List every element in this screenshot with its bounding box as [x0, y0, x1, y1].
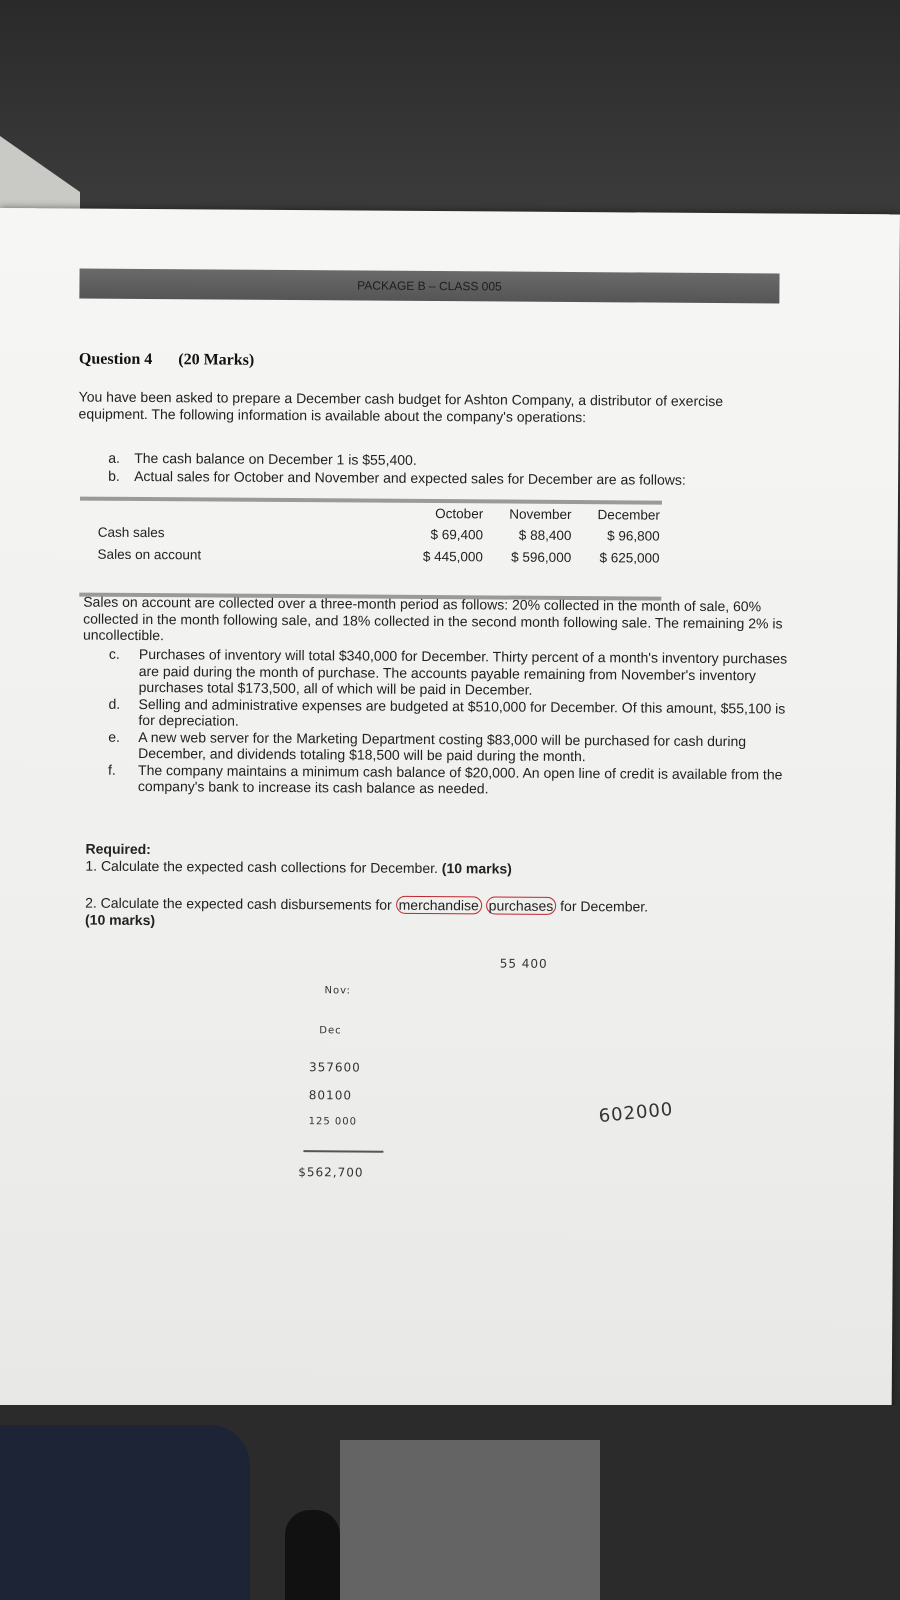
required-marks-2: (10 marks) [84, 911, 156, 929]
row-label: Sales on account [97, 546, 202, 562]
required-section [85, 841, 786, 934]
column-header: November [509, 506, 572, 522]
item-letter: f. [108, 761, 116, 778]
column-header: December [597, 506, 660, 523]
item-text: Purchases of inventory will total $340,000 for December. Thirty percent of a month's inventory purchases are paid during the month of purchase. The accounts payable remaining from November's inventory purchases total $173,500, all of which will be paid in December. [138, 645, 788, 698]
item-text: The company maintains a minimum cash balance of $20,000. An open line of credit is available from the company's bank to increase its cash balance as needed. [137, 761, 783, 797]
question-number: Question 4 [78, 350, 153, 369]
handwritten-total: $562,700 [298, 1165, 364, 1180]
question-title [79, 351, 254, 370]
circled-word: purchases [486, 896, 557, 914]
exam-page [0, 208, 900, 1419]
required-heading: Required: [85, 840, 151, 858]
required-item-1 [85, 858, 785, 880]
floor-light [340, 1440, 600, 1600]
shoe [285, 1510, 340, 1600]
question-intro: You have been asked to prepare a December cash budget for Ashton Company, a distributor of exercise equipment. The following information is available about the company's operations: [78, 388, 724, 426]
handwritten-line-3: 125 000 [308, 1116, 358, 1128]
required-text: 2. Calculate the expected cash disbursements for [85, 894, 396, 913]
question-marks: (20 Marks) [178, 351, 255, 369]
handwritten-sum-line [303, 1150, 383, 1153]
info-item-f [108, 761, 788, 799]
item-text: Selling and administrative expenses are budgeted at $510,000 for December. Of this amount, $55,100 is for depreciation. [138, 695, 786, 729]
person-leg [0, 1425, 250, 1600]
info-item-c [109, 646, 789, 700]
item-letter: a. [108, 449, 121, 466]
table-row-sales-on-account [80, 543, 662, 569]
info-item-b [108, 467, 788, 490]
info-item-e [108, 728, 788, 766]
circled-word: merchandise [396, 896, 482, 915]
required-marks: (10 marks) [441, 860, 512, 877]
info-list-cf [108, 646, 789, 799]
handwritten-line-2: 80100 [308, 1088, 353, 1103]
column-header: October [435, 505, 484, 521]
cell-value: $ 96,800 [607, 527, 660, 544]
cell-value: $ 69,400 [430, 526, 484, 542]
cell-value: $ 596,000 [511, 549, 572, 565]
cell-value: $ 88,400 [518, 527, 572, 543]
item-letter: c. [108, 645, 120, 662]
collections-text: Sales on account are collected over a three-month period as follows: 20% collected in the month of sale, 60% collected in the month following sale, and 18% collected in the second month following sale. The remaining 2% is uncollectible. [82, 593, 783, 644]
sales-table [79, 497, 662, 601]
item-letter: e. [108, 728, 121, 745]
info-list-ab [108, 449, 788, 490]
required-text: 1. Calculate the expected cash collections for December. [85, 857, 442, 877]
handwritten-line-1: 357600 [308, 1060, 361, 1075]
info-item-d [108, 695, 788, 733]
handwritten-label-dec: Dec [319, 1025, 342, 1037]
cell-value: $ 625,000 [599, 549, 660, 566]
row-label: Cash sales [97, 524, 165, 540]
item-text: Actual sales for October and November and expected sales for December are as follows: [134, 467, 686, 488]
package-header: PACKAGE B – CLASS 005 [79, 269, 779, 304]
item-letter: d. [108, 695, 121, 712]
handwritten-label-nov: Nov: [324, 985, 351, 997]
item-text: The cash balance on December 1 is $55,400. [134, 449, 417, 468]
required-text: for December. [556, 897, 649, 915]
handwritten-balance: 55 400 [499, 956, 548, 971]
handwritten-right-note: 602000 [597, 1098, 675, 1128]
item-letter: b. [108, 467, 120, 484]
cell-value: $ 445,000 [422, 548, 483, 564]
item-text: A new web server for the Marketing Department costing $83,000 will be purchased for cash during December, and dividends totaling $18,500 will be paid during the month. [138, 728, 747, 765]
